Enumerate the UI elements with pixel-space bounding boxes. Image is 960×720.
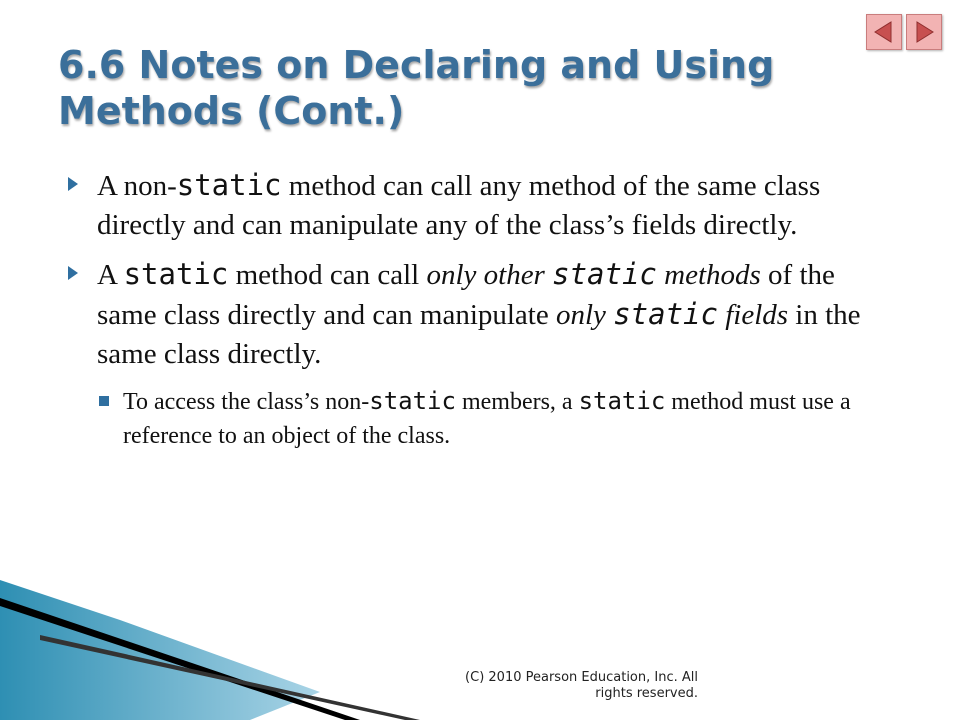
bullet-text: A non- xyxy=(97,170,177,202)
triangle-right-icon xyxy=(911,19,937,45)
code-keyword-static-italic: static xyxy=(552,257,657,291)
code-keyword-static: static xyxy=(176,168,282,202)
teal-swoosh-shape xyxy=(0,580,320,720)
bullet-static-method xyxy=(68,255,868,374)
slide-content xyxy=(68,166,868,477)
code-keyword-static: static xyxy=(369,387,456,415)
code-keyword-static: static xyxy=(578,387,666,415)
code-keyword-static: static xyxy=(123,257,229,291)
bullet-triangle-icon xyxy=(68,266,78,280)
next-slide-button[interactable] xyxy=(906,14,942,50)
code-keyword-static-italic: static xyxy=(613,297,718,331)
bullet-non-static-method xyxy=(68,166,868,245)
bullet-text: A xyxy=(97,259,124,291)
emphasis-text: only other xyxy=(426,259,553,291)
bullet-text: of the same class directly and can manipulate xyxy=(97,259,835,331)
copyright-notice: (C) 2010 Pearson Education, Inc. All rights reserved. xyxy=(465,670,698,701)
bullet-text: method can call xyxy=(228,259,427,291)
bullet-triangle-icon xyxy=(68,177,78,191)
previous-slide-button[interactable] xyxy=(866,14,902,50)
bullet-text: method can call any method of the same class directly and can manipulate any of the class’s fields directly. xyxy=(97,170,821,241)
emphasis-text: only xyxy=(556,299,614,331)
bullet-square-icon xyxy=(99,396,109,406)
triangle-left-icon xyxy=(871,19,897,45)
sub-bullet-text: members, a xyxy=(455,389,579,415)
sub-bullet-text: method must use a reference to an object of the class. xyxy=(123,389,851,449)
slide-navigation xyxy=(866,14,942,50)
sub-bullet-access-non-static xyxy=(97,384,868,453)
sub-bullet-text: To access the class’s non- xyxy=(123,389,370,415)
slide-title: 6.6 Notes on Declaring and Using Methods (Cont.) xyxy=(58,43,775,133)
bullet-text: in the same class directly. xyxy=(97,299,861,370)
emphasis-text: methods xyxy=(656,259,761,291)
emphasis-text: fields xyxy=(717,299,789,331)
